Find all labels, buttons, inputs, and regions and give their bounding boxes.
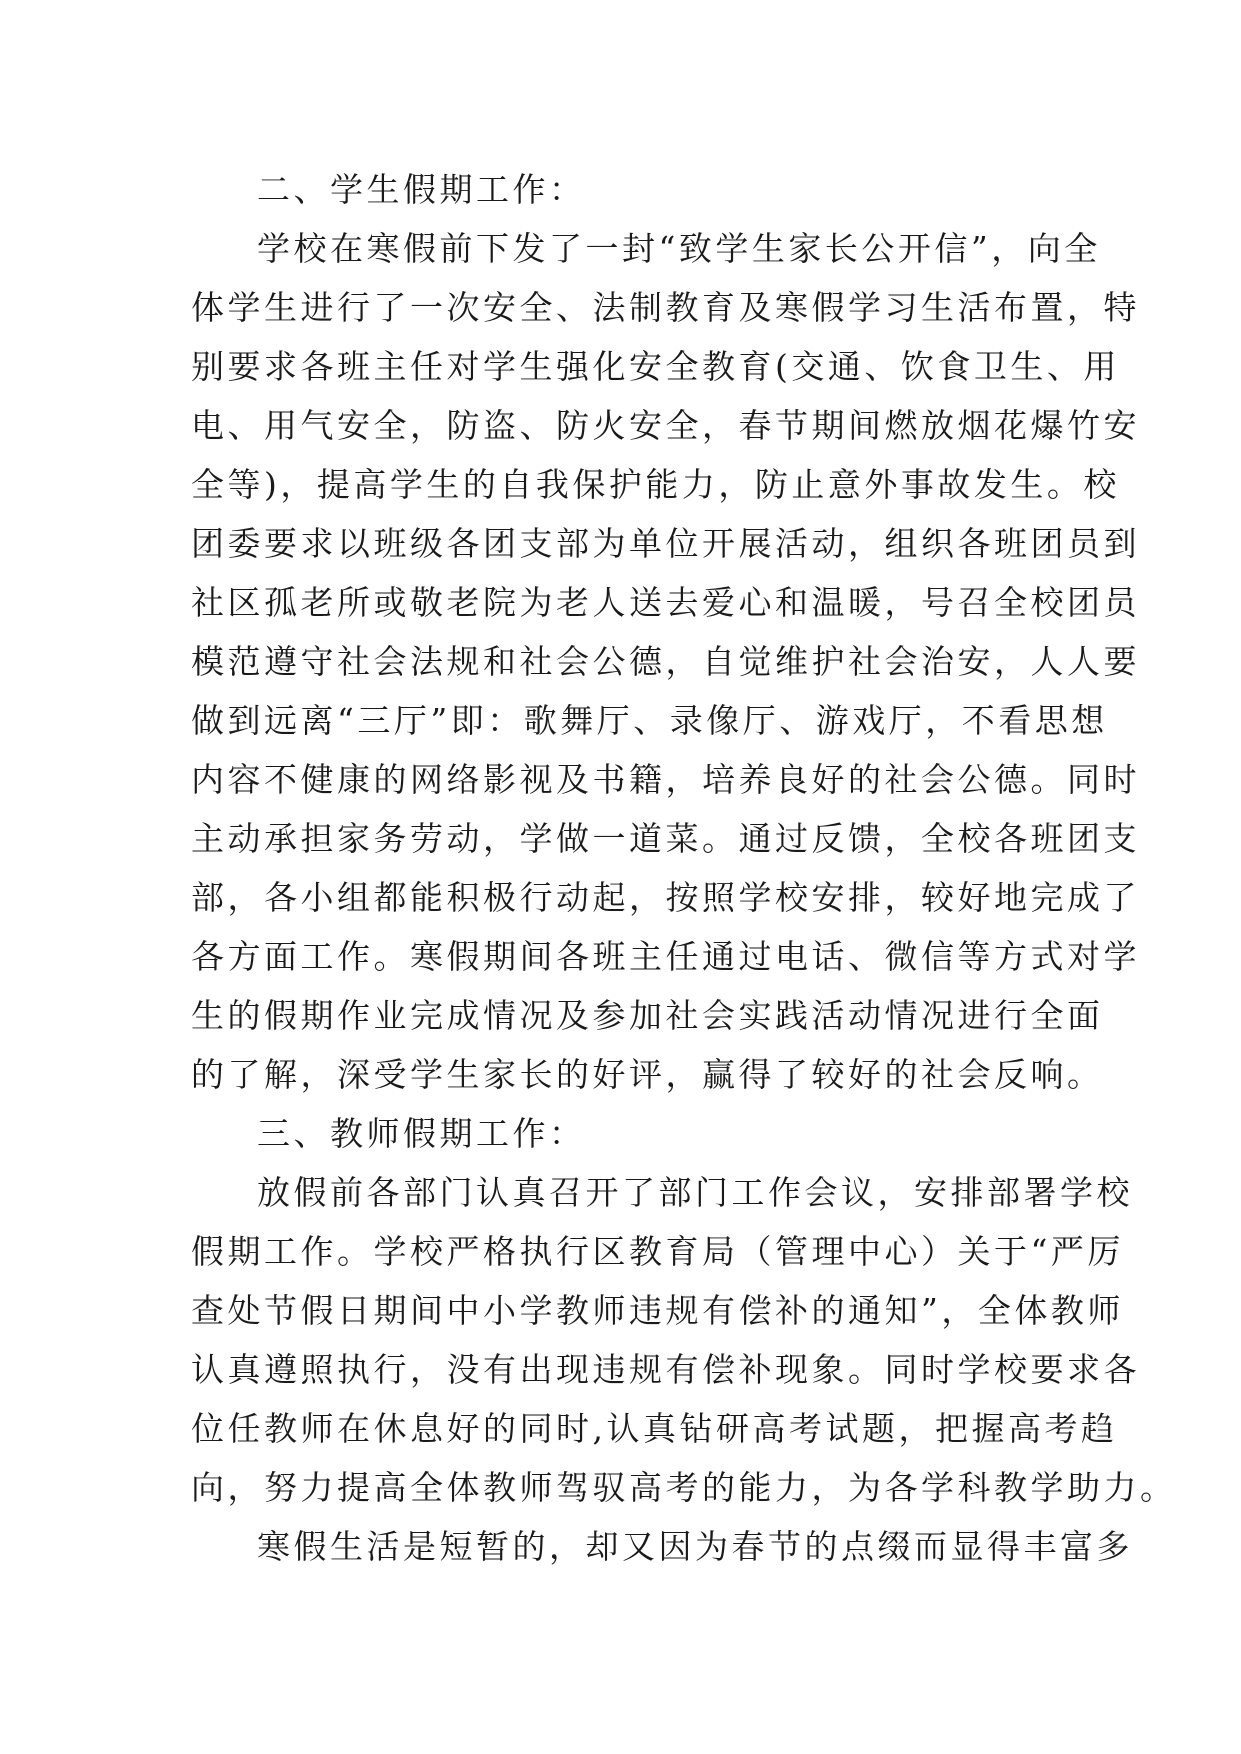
paragraph-line: 内容不健康的网络影视及书籍，培养良好的社会公德。同时 (191, 760, 1140, 799)
paragraph-line: 生的假期作业完成情况及参加社会实践活动情况进行全面 (191, 996, 1104, 1035)
paragraph-line: 放假前各部门认真召开了部门工作会议，安排部署学校 (257, 1173, 1133, 1212)
paragraph-line: 各方面工作。寒假期间各班主任通过电话、微信等方式对学 (191, 937, 1140, 976)
paragraph-line: 查处节假日期间中小学教师违规有偿补的通知”，全体教师 (191, 1291, 1124, 1330)
paragraph-line: 团委要求以班级各团支部为单位开展活动，组织各班团员到 (191, 524, 1140, 563)
paragraph-line: 假期工作。学校严格执行区教育局（管理中心）关于“严厉 (191, 1232, 1124, 1271)
paragraph-line: 认真遵照执行，没有出现违规有偿补现象。同时学校要求各 (191, 1350, 1140, 1389)
paragraph-line: 别要求各班主任对学生强化安全教育(交通、饮食卫生、用 (191, 347, 1120, 386)
paragraph-line: 向，努力提高全体教师驾驭高考的能力，为各学科教学助力。 (191, 1468, 1177, 1507)
section-heading-teacher-holiday: 三、教师假期工作： (257, 1114, 586, 1153)
paragraph-line: 社区孤老所或敬老院为老人送去爱心和温暖，号召全校团员 (191, 583, 1140, 622)
paragraph-line: 模范遵守社会法规和社会公德，自觉维护社会治安，人人要 (191, 642, 1140, 681)
paragraph-line: 学校在寒假前下发了一封“致学生家长公开信”，向全 (257, 229, 1101, 268)
paragraph-line: 的了解，深受学生家长的好评，赢得了较好的社会反响。 (191, 1055, 1104, 1094)
section-heading-student-holiday: 二、学生假期工作： (257, 170, 586, 209)
paragraph-line: 做到远离“三厅”即：歌舞厅、录像厅、游戏厅，不看思想 (191, 701, 1108, 740)
document-body (191, 160, 1177, 1576)
paragraph-line: 部，各小组都能积极行动起，按照学校安排，较好地完成了 (191, 878, 1140, 917)
paragraph-line: 全等)，提高学生的自我保护能力，防止意外事故发生。校 (191, 465, 1120, 504)
paragraph-line: 位任教师在休息好的同时,认真钻研高考试题，把握高考趋 (191, 1409, 1118, 1448)
paragraph-line: 寒假生活是短暂的，却又因为春节的点缀而显得丰富多 (257, 1527, 1133, 1566)
paragraph-line: 主动承担家务劳动，学做一道菜。通过反馈，全校各班团支 (191, 819, 1140, 858)
paragraph-line: 电、用气安全，防盗、防火安全，春节期间燃放烟花爆竹安 (191, 406, 1140, 445)
paragraph-line: 体学生进行了一次安全、法制教育及寒假学习生活布置，特 (191, 288, 1140, 327)
